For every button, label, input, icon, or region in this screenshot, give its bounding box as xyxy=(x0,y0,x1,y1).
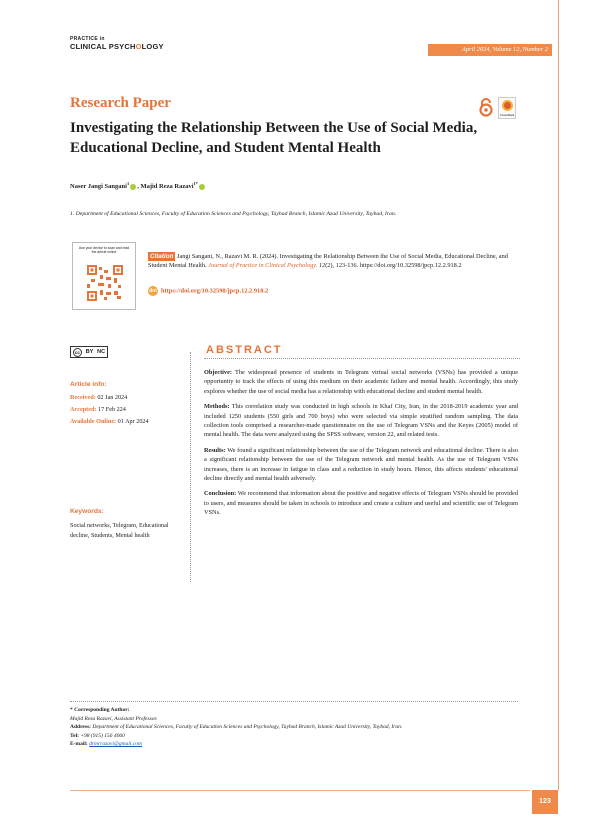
abstract-methods: Methods: This correlation study was conducted in high schools in Khaf City, Iran, in the 2018-2019 academic year and included 1250 students (550 girls and 700 boys) who were selected via simple stratified random sampling. The data collection tools comprised a researcher-made questionnaire on the use of Telegram VSNs and the Keyes (2005) model of mental health. The data were analyzed using the SPSS software, version 22, and related tests. xyxy=(204,403,518,439)
cc-license-badge[interactable] xyxy=(70,346,108,358)
citation-volume: 12 xyxy=(318,262,326,269)
bottom-rule xyxy=(70,790,530,791)
corresponding-name: Majid Reza Razavi, Assistant Professor. xyxy=(70,715,158,722)
right-margin-line xyxy=(558,0,559,790)
abstract-rule xyxy=(204,358,520,359)
article-info-heading: Article info: xyxy=(70,381,107,388)
citation-journal: Journal of Practice in Clinical Psychology. xyxy=(208,262,318,269)
footnote-rule xyxy=(70,701,518,702)
cc-by-label: BY xyxy=(85,349,94,355)
online-date: 01 Apr 2024 xyxy=(117,418,149,425)
citation-text: Jangi Sangani, N., Razavi M. R. (2024). Investigating the Relationship Between the Use of Social Media, Educational Decline, and Student Mental Health. xyxy=(148,253,508,269)
corresponding-tel: +98 (915) 156 4060 xyxy=(80,732,125,739)
author-list: Naser Jangi Sangani$^1$ , Majid Reza Razavi$^{1*}$ xyxy=(70,181,206,190)
abstract-objective: Objective: The widespread presence of students in Telegram virtual social networks (VSNs) has provided a unique opportunity to track the effects of using this medium on their academic failure and mental health. Accordingly, this study explores whether the use of social media has a relationship with educational decline and student mental health. xyxy=(204,369,518,395)
corresponding-email[interactable]: drmrrazavi@gmail.com xyxy=(89,741,142,747)
abstract-body xyxy=(204,368,518,524)
doi-link[interactable]: https://doi.org/10.32598/jpcp.12.2.918.2 xyxy=(161,287,269,295)
received-date: 02 Jan 2024 xyxy=(97,394,128,401)
open-access-icon xyxy=(478,97,494,117)
article-title: Investigating the Relationship Between the Use of Social Media, Educational Decline, and Student Mental Health xyxy=(70,120,478,156)
doi-icon: doi xyxy=(149,288,157,294)
issue-banner: April 2024, Volume 12, Number 2 xyxy=(428,44,552,56)
abstract-conclusion: Conclusion: We recommend that information about the positive and negative effects of Telegram VSNs should be provided to users, and measures should be taken in schools to introduce and create a culture and useful and scientific use of Telegram VSNs. xyxy=(204,490,518,517)
citation xyxy=(148,252,518,270)
affiliation: 1. Department of Educational Sciences, Faculty of Education Sciences and Psychology, Taybad Branch, Islamic Azad University, Taybad, Iran. xyxy=(70,211,397,217)
qr-code-icon[interactable] xyxy=(87,265,123,301)
column-divider xyxy=(190,352,191,582)
author-2[interactable]: Majid Reza Razavi xyxy=(140,183,194,191)
crossmark-badge[interactable] xyxy=(498,97,516,119)
abstract-results: Results: We found a significant relationship between the use of the Telegram network and educational decline. There is also a significant relationship between the use of the Telegram network and mental health. As the use of Telegram VSNs increases, there is an increase in fatigue in class and a reduction in study hours. Hence, this affects students' educational decline directly and mental health adversely. xyxy=(204,446,518,483)
journal-logo-line2: CLINICAL PSYCHOLOGY xyxy=(70,42,164,51)
orcid-icon[interactable] xyxy=(199,184,205,190)
article-info: Received: 02 Jan 2024 Accepted: 17 Feb 224 Available Online: 01 Apr 2024 xyxy=(70,394,149,425)
qr-code-box xyxy=(72,242,136,310)
keywords-heading: Keywords: xyxy=(70,508,104,515)
journal-logo-line1: PRACTICE in xyxy=(70,36,105,42)
journal-logo xyxy=(70,36,164,51)
accepted-date: 17 Feb 224 xyxy=(98,406,126,413)
corresponding-heading: * Corresponding Author: xyxy=(70,707,130,713)
keywords-text: Social networks, Telegram, Educational decline, Students, Mental health xyxy=(70,522,169,539)
citation-tag: Citation xyxy=(150,253,174,260)
citation-rest: (2), 123-136. https://doi.org/10.32598/jpcp.12.2.918.2 xyxy=(325,262,462,269)
abstract-heading: ABSTRACT xyxy=(206,344,283,356)
author-1[interactable]: Naser Jangi Sangani xyxy=(70,183,127,191)
crossmark-icon xyxy=(502,100,513,111)
doi-line xyxy=(148,286,268,296)
crossmark-label: CrossMark xyxy=(499,113,515,117)
orcid-icon[interactable] xyxy=(130,184,136,190)
paper-type-label: Research Paper xyxy=(70,95,171,111)
cc-icon: cc xyxy=(74,349,80,355)
qr-caption: Use your device to scan and read the article online xyxy=(78,246,130,254)
corresponding-author: * Corresponding Author: Majid Reza Razavi, Assistant Professor. Address: Department of Educational Sciences, Faculty of Education Sciences and Psychology, Taybad Branch, Islamic Azad University, Taybad, Iran. Tel: +98 (915) 156 4060 E-mail: drmrrazavi@gmail.com xyxy=(70,706,520,749)
cc-nc-label: NC xyxy=(97,349,106,355)
page-number: 123 xyxy=(532,790,558,814)
corresponding-address: Department of Educational Sciences, Faculty of Education Sciences and Psychology, Taybad Branch, Islamic Azad University, Taybad, Iran. xyxy=(92,724,403,730)
